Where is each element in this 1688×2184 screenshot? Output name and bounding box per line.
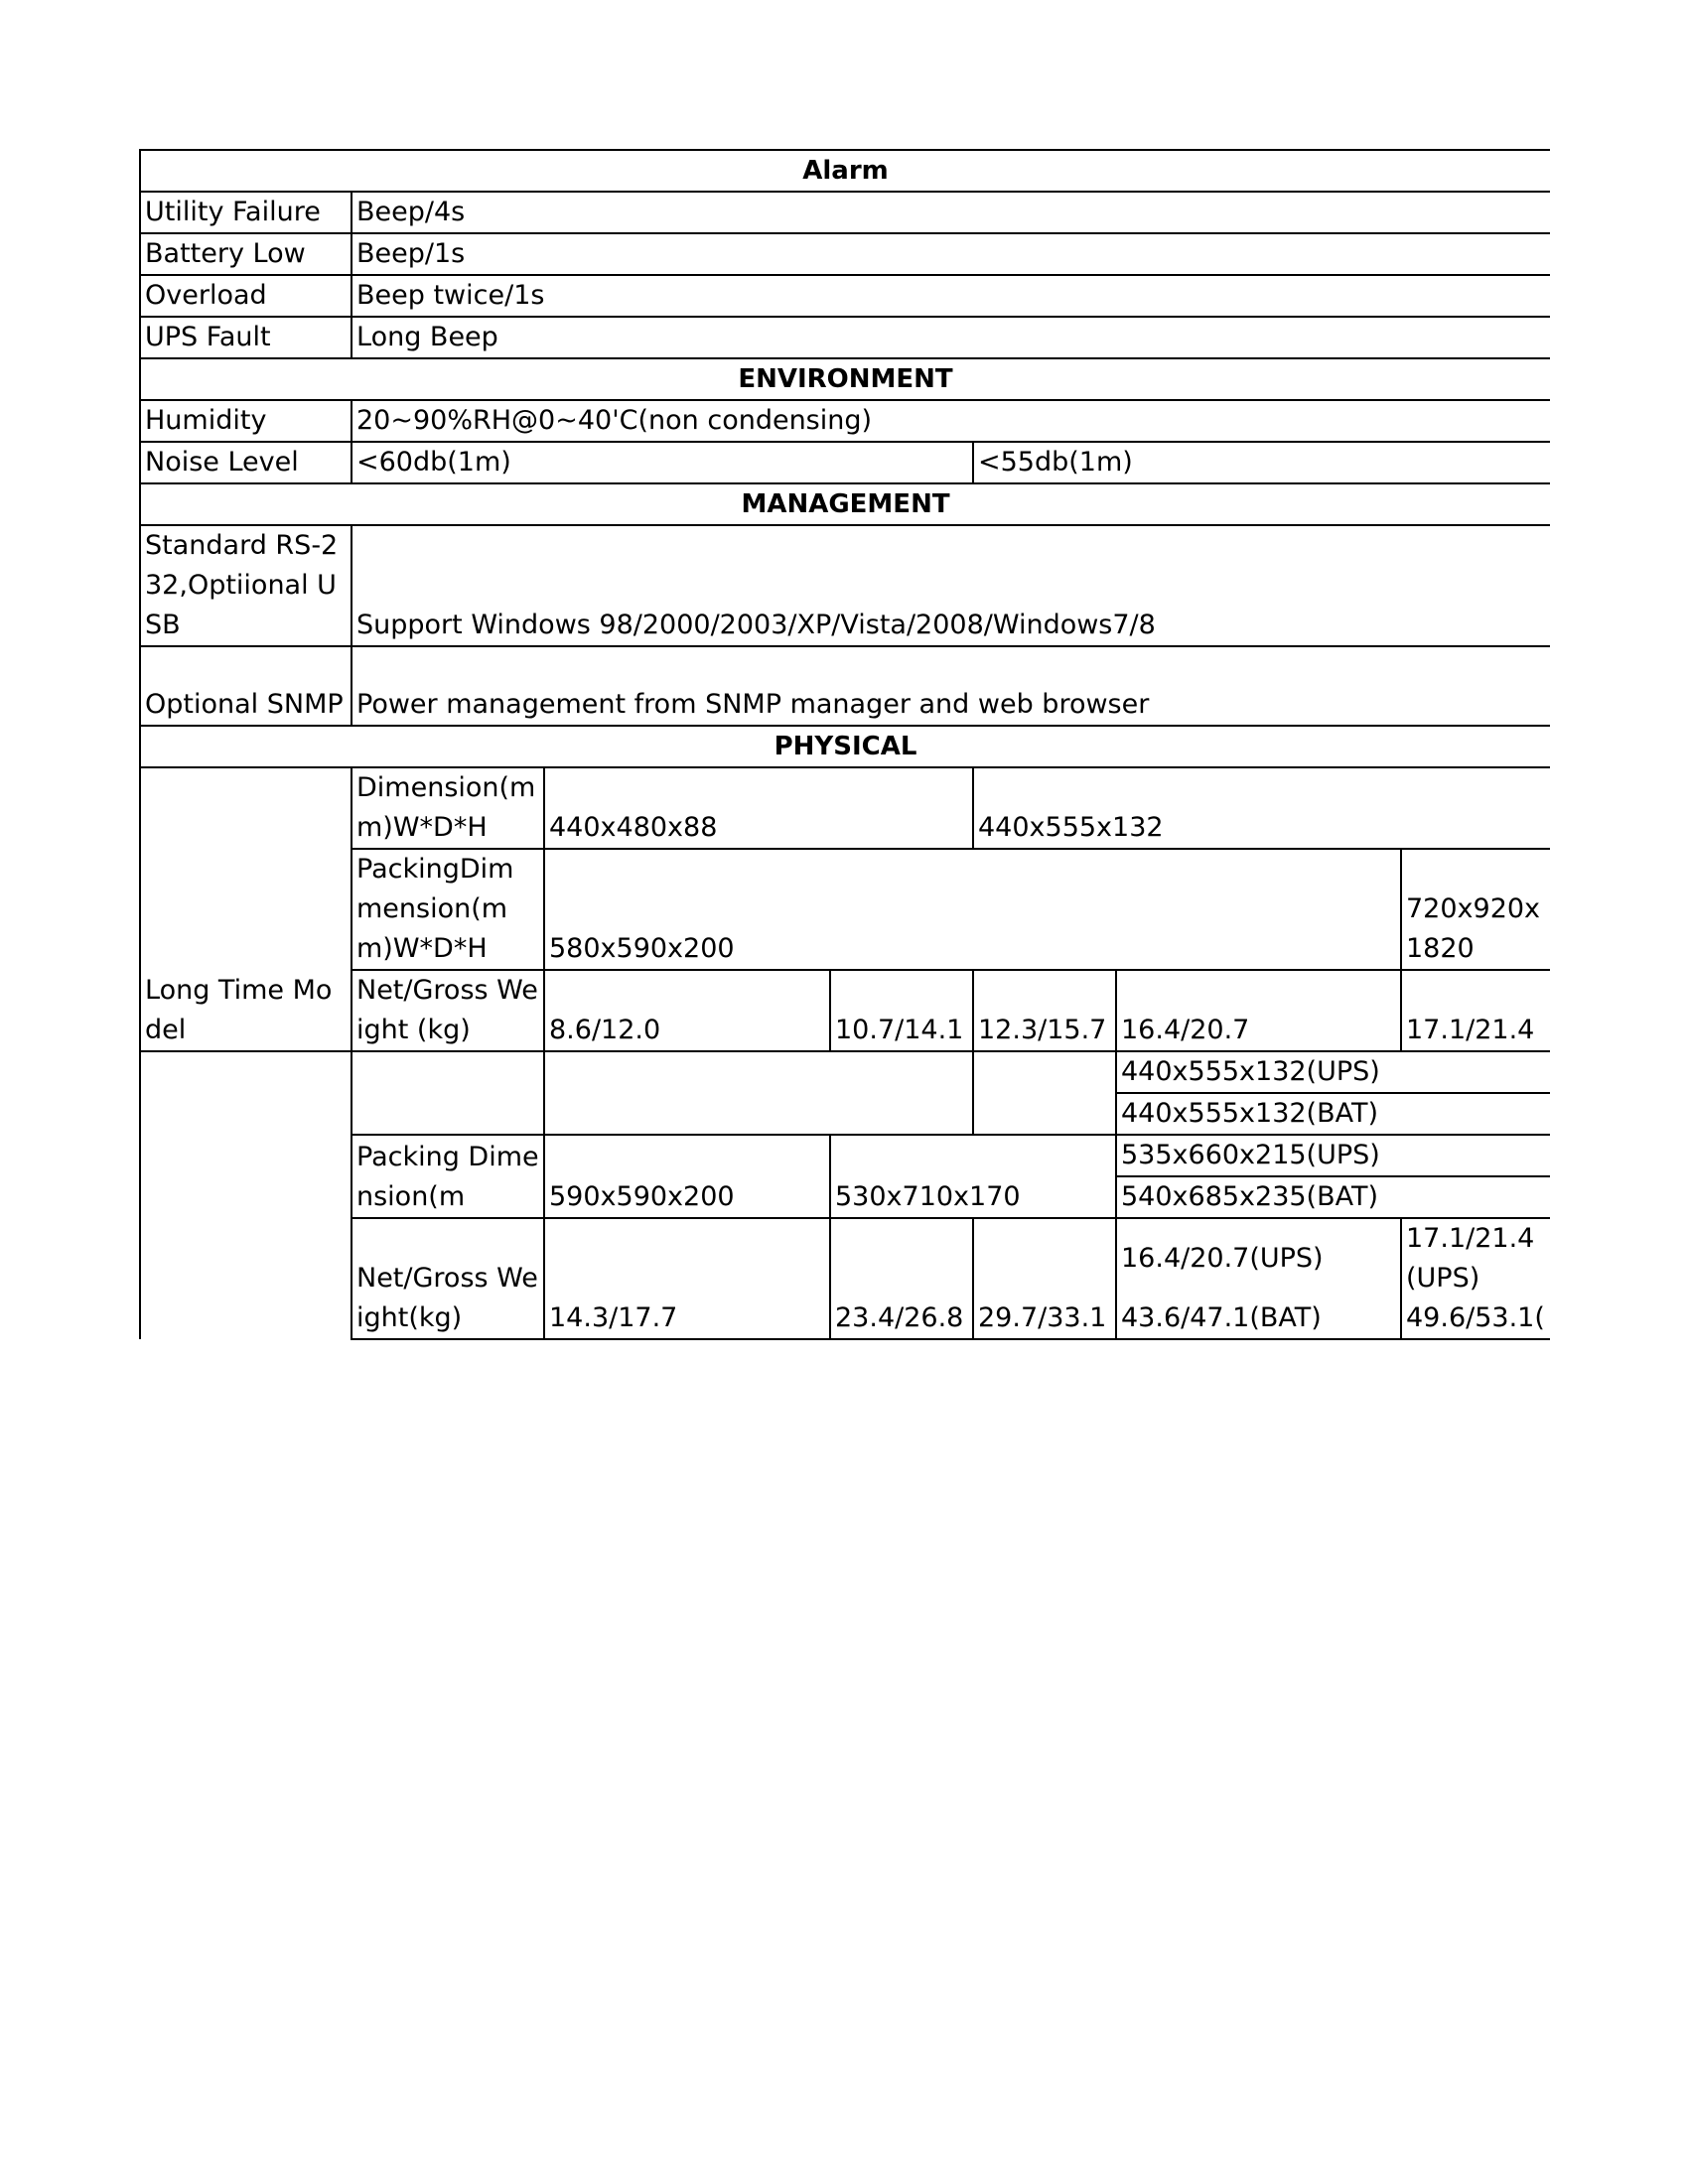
standard-model-label [140,1051,352,1339]
packing-dimension-label: PackingDimmension(mm)W*D*H [352,849,544,970]
weight-label: Net/Gross Weight (kg) [352,970,544,1051]
battery-low-label: Battery Low [140,233,352,275]
dimension-value-2: 440x555x132 [973,767,1550,849]
snmp-value: Power management from SNMP manager and web browser [352,646,1550,726]
std-weight-last-bat: 49.6/53.1( [1406,1302,1545,1333]
dimension-value-1: 440x480x88 [544,767,973,849]
humidity-value: 20~90%RH@0~40'C(non condensing) [352,400,1550,442]
overload-label: Overload [140,275,352,317]
alarm-section-header: Alarm [140,150,1550,192]
packing-dimension-value-2: 720x920x1820 [1401,849,1550,970]
std-dimension-value-1 [544,1051,973,1135]
rs232-label: Standard RS-232,Optiional USB [140,525,352,646]
std-weight-ups: 16.4/20.7(UPS) [1116,1218,1401,1279]
noise-level-label: Noise Level [140,442,352,483]
std-weight-bat: 43.6/47.1(BAT) [1116,1279,1401,1339]
weight-value-1: 8.6/12.0 [544,970,830,1051]
snmp-label: Optional SNMP [140,646,352,726]
packing-dimension-value-1: 580x590x200 [544,849,1401,970]
long-time-model-label: Long Time Model [140,767,352,1051]
std-weight-label: Net/Gross Weight(kg) [352,1218,544,1339]
std-dimension-ups: 440x555x132(UPS) [1116,1051,1550,1093]
weight-value-4: 16.4/20.7 [1116,970,1401,1051]
std-weight-value-1: 14.3/17.7 [544,1218,830,1339]
ups-fault-value: Long Beep [352,317,1550,358]
noise-level-value-1: <60db(1m) [352,442,973,483]
std-weight-last-ups: 17.1/21.4(UPS) [1406,1223,1535,1294]
std-dimension-bat: 440x555x132(BAT) [1116,1093,1550,1135]
physical-section-header: PHYSICAL [140,726,1550,767]
weight-value-5: 17.1/21.4 [1401,970,1550,1051]
ups-fault-label: UPS Fault [140,317,352,358]
std-weight-value-2: 23.4/26.8 [830,1218,973,1339]
weight-value-3: 12.3/15.7 [973,970,1116,1051]
humidity-label: Humidity [140,400,352,442]
std-packing-ups: 535x660x215(UPS) [1116,1135,1550,1176]
utility-failure-label: Utility Failure [140,192,352,233]
overload-value: Beep twice/1s [352,275,1550,317]
rs232-value: Support Windows 98/2000/2003/XP/Vista/2008/Windows7/8 [352,525,1550,646]
std-packing-bat: 540x685x235(BAT) [1116,1176,1550,1218]
std-packing-value-1: 590x590x200 [544,1135,830,1218]
environment-section-header: ENVIRONMENT [140,358,1550,400]
std-dimension-value-2 [973,1051,1116,1135]
noise-level-value-2: <55db(1m) [973,442,1550,483]
weight-value-2: 10.7/14.1 [830,970,973,1051]
std-dimension-label [352,1051,544,1135]
management-section-header: MANAGEMENT [140,483,1550,525]
std-packing-value-2: 530x710x170 [830,1135,1116,1218]
std-weight-value-3: 29.7/33.1 [973,1218,1116,1339]
battery-low-value: Beep/1s [352,233,1550,275]
spec-table [139,149,1550,1340]
std-packing-label: Packing Dimension(m [352,1135,544,1218]
std-weight-last [1401,1218,1550,1339]
utility-failure-value: Beep/4s [352,192,1550,233]
dimension-label: Dimension(mm)W*D*H [352,767,544,849]
